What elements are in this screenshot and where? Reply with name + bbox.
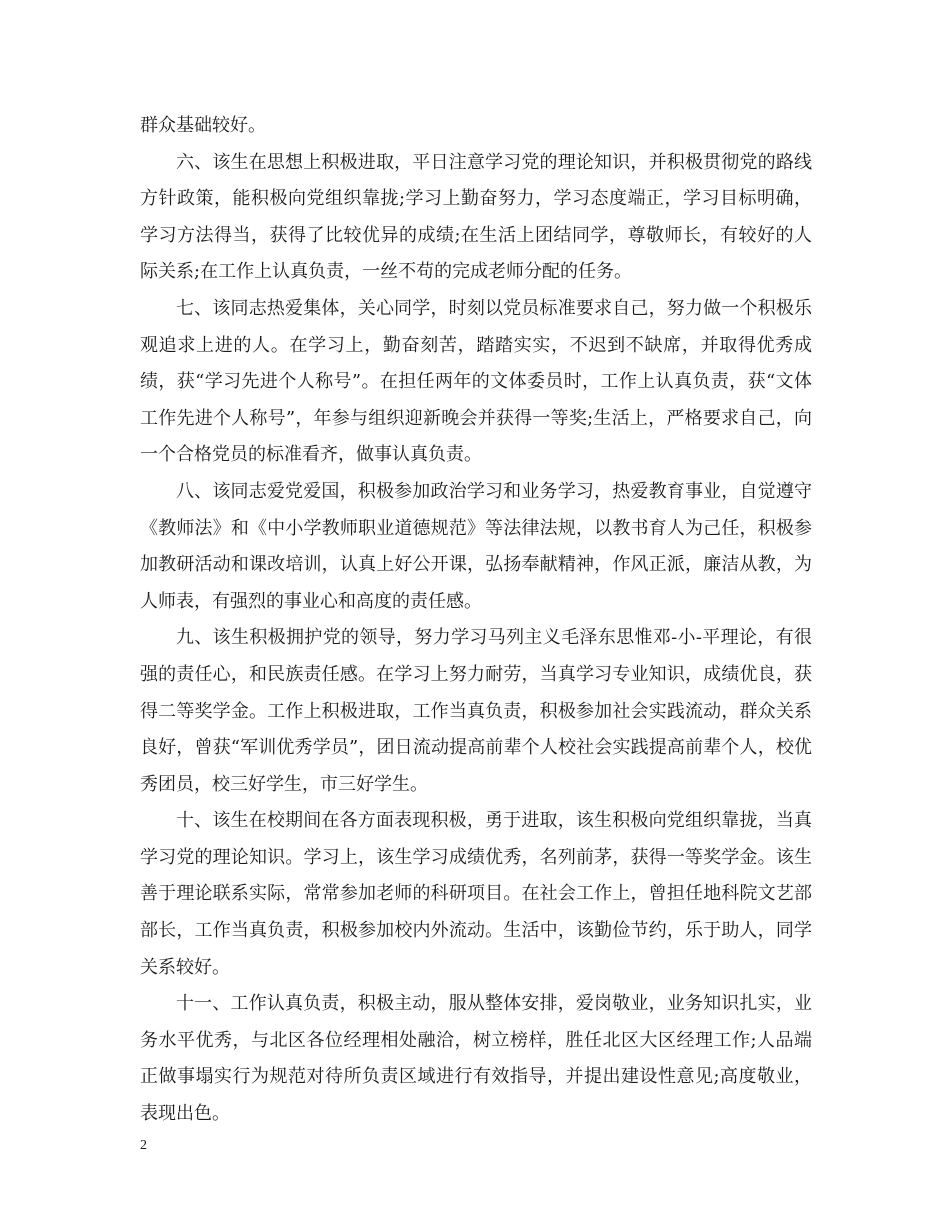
paragraph-continued: 群众基础较好。 <box>140 115 266 136</box>
paragraph-10: 十、该生在校期间在各方面表现积极，勇于进取，该生积极向党组织靠拢，当真学习党的理论知识。学习上，该生学习成绩优秀，名列前茅，获得一等奖学金。该生善于理论联系实际，常常参加老师的科研项目。在社会工作上，曾担任地科院文艺部部长，工作当真负责，积极参加校内外流动。生活中，该勤俭节约，乐于助人，同学关系较好。 <box>140 810 812 978</box>
paragraph-8: 八、该同志爱党爱国，积极参加政治学习和业务学习，热爱教育事业，自觉遵守《教师法》和《中小学教师职业道德规范》等法律法规，以教书育人为己任，积极参加教研活动和课改培训，认真上好公开课，弘扬奉献精神，作风正派，廉洁从教，为人师表，有强烈的事业心和高度的责任感。 <box>140 480 812 612</box>
paragraph-6: 六、该生在思想上积极进取，平日注意学习党的理论知识，并积极贯彻党的路线方针政策，能积极向党组织靠拢;学习上勤奋努力，学习态度端正，学习目标明确，学习方法得当，获得了比较优异的成绩;在生活上团结同学，尊敬师长，有较好的人际关系;在工作上认真负责，一丝不苟的完成老师分配的任务。 <box>140 151 812 283</box>
paragraph-9: 九、该生积极拥护党的领导，努力学习马列主义毛泽东思惟邓-小-平理论，有很强的责任心，和民族责任感。在学习上努力耐劳，当真学习专业知识，成绩优良，获得二等奖学金。工作上积极进取，工作当真负责，积极参加社会实践流动，群众关系良好，曾获“军训优秀学员”，团日流动提高前辈个人校社会实践提高前辈个人，校优秀团员，校三好学生，市三好学生。 <box>140 627 812 795</box>
paragraph-11: 十一、工作认真负责，积极主动，服从整体安排，爱岗敬业，业务知识扎实，业务水平优秀，与北区各位经理相处融洽，树立榜样，胜任北区大区经理工作;人品端正做事塌实行为规范对待所负责区域进行有效指导，并提出建设性意见;高度敬业，表现出色。 <box>140 993 812 1125</box>
document-body <box>140 108 812 1133</box>
paragraph-7: 七、该同志热爱集体，关心同学，时刻以党员标准要求自己，努力做一个积极乐观追求上进的人。在学习上，勤奋刻苦，踏踏实实，不迟到不缺席，并取得优秀成绩，获“学习先进个人称号”。在担任两年的文体委员时，工作上认真负责，获“文体工作先进个人称号”，年参与组织迎新晚会并获得一等奖;生活上，严格要求自己，向一个合格党员的标准看齐，做事认真负责。 <box>140 297 812 466</box>
page-number: 2 <box>140 1138 147 1153</box>
